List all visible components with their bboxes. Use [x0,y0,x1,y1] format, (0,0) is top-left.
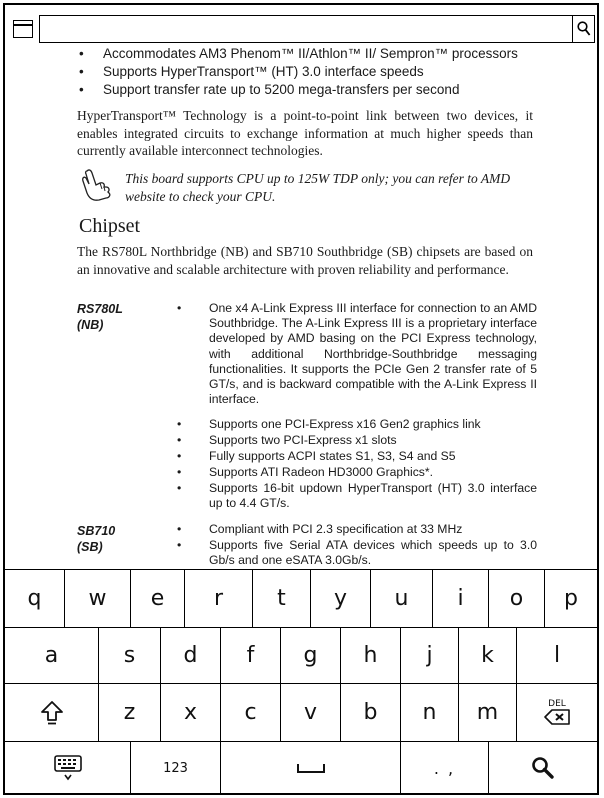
document-page: • Accommodates AM3 Phenom™ II/Athlon™ II/ Sempron™ processors • Supports HyperTransport™ (HT) 3.0 interface speeds • Support transfer rate up to 5200 mega-transfers per second HyperTransport™ Technology is a point-to-point link between two devices, it enables integrated circuits to exchange information at much higher speeds than currently available interconnect technologies. This board supports CPU up to 125W TDP only; you can refer to AMD website to check your CPU. Chipset The RS780L Northbridge (NB) and SB710 Southbridge (SB) chipsets are based on an innovative and scalable architecture with proven reliability and performance. RS780L (NB) • One x4 A-Link Express III interface for connection to an AMD Southbridge. The A-Link Express III is a proprietary interface developed by AMD basing on the PCI Express technology, with additional Northbridge-Southbridge messaging functionalities. It supports the PCIe Gen 2 transfer rate of 5 GT/s, and is backward compatible with the A-Link Express II interface. • Supports one PCI-Express x16 Gen2 graphics link • Supports two PCI-Express x1 slots • Fully supports ACPI states S1, S3, S4 and S5 • Supports ATI Radeon HD3000 Graphics*. • Supports 16-bit updown HyperTransport (HT) 3.0 interface up to 4.4 GT/s. SB710 (SB) • Compliant with PCI 2.3 specification at 33 MHz • Supports five Serial ATA devices which speeds up to 3.0 Gb/s and one eSATA 3.0Gb/s. [77,46,537,567]
key-w[interactable]: w [65,570,131,628]
key-j[interactable]: j [401,628,459,684]
key-h[interactable]: h [341,628,401,684]
delete-label: DEL [548,699,566,709]
reader-frame [3,3,599,795]
search-key[interactable] [489,742,597,794]
numbers-key[interactable]: 123 [131,742,221,794]
key-t[interactable]: t [253,570,311,628]
key-u[interactable]: u [371,570,433,628]
ht-paragraph: HyperTransport™ Technology is a point-to-point link between two devices, it enables integrated circuits to exchange information at much higher speeds than currently available interconnect technologies. [77,108,533,158]
key-d[interactable]: d [161,628,221,684]
key-i[interactable]: i [433,570,489,628]
punctuation-key[interactable]: . , [401,742,489,794]
on-screen-keyboard [5,569,597,794]
key-g[interactable]: g [281,628,341,684]
sb710-label: SB710 (SB) [77,524,116,554]
space-bar-icon [296,762,326,774]
key-b[interactable]: b [341,684,401,742]
search-bar [9,15,595,43]
rs780l-label: RS780L (NB) [77,302,123,332]
key-z[interactable]: z [99,684,161,742]
key-c[interactable]: c [221,684,281,742]
key-v[interactable]: v [281,684,341,742]
search-input[interactable] [39,15,573,43]
search-icon [531,756,555,780]
key-p[interactable]: p [545,570,597,628]
key-q[interactable]: q [5,570,65,628]
key-a[interactable]: a [5,628,99,684]
section-heading: Chipset [79,215,141,237]
menu-icon[interactable] [13,20,33,38]
key-o[interactable]: o [489,570,545,628]
shift-arrow-icon [40,700,64,726]
delete-key[interactable] [517,684,597,742]
key-l[interactable]: l [517,628,597,684]
key-r[interactable]: r [185,570,253,628]
key-n[interactable]: n [401,684,459,742]
key-m[interactable]: m [459,684,517,742]
chipset-paragraph: The RS780L Northbridge (NB) and SB710 Southbridge (SB) chipsets are based on an innovative and scalable architecture with proven reliability and performance. [77,244,533,277]
key-x[interactable]: x [161,684,221,742]
keyboard-icon [53,754,83,782]
key-e[interactable]: e [131,570,185,628]
backspace-icon [544,709,570,725]
keyboard-toggle-key[interactable] [5,742,131,794]
key-y[interactable]: y [311,570,371,628]
search-button[interactable] [573,15,595,43]
hand-pointer-icon [77,167,119,205]
search-icon [577,21,591,37]
key-s[interactable]: s [99,628,161,684]
key-f[interactable]: f [221,628,281,684]
cpu-note: This board supports CPU up to 125W TDP only; you can refer to AMD website to check your CPU. [125,171,511,204]
key-k[interactable]: k [459,628,517,684]
shift-key[interactable] [5,684,99,742]
space-key[interactable] [221,742,401,794]
